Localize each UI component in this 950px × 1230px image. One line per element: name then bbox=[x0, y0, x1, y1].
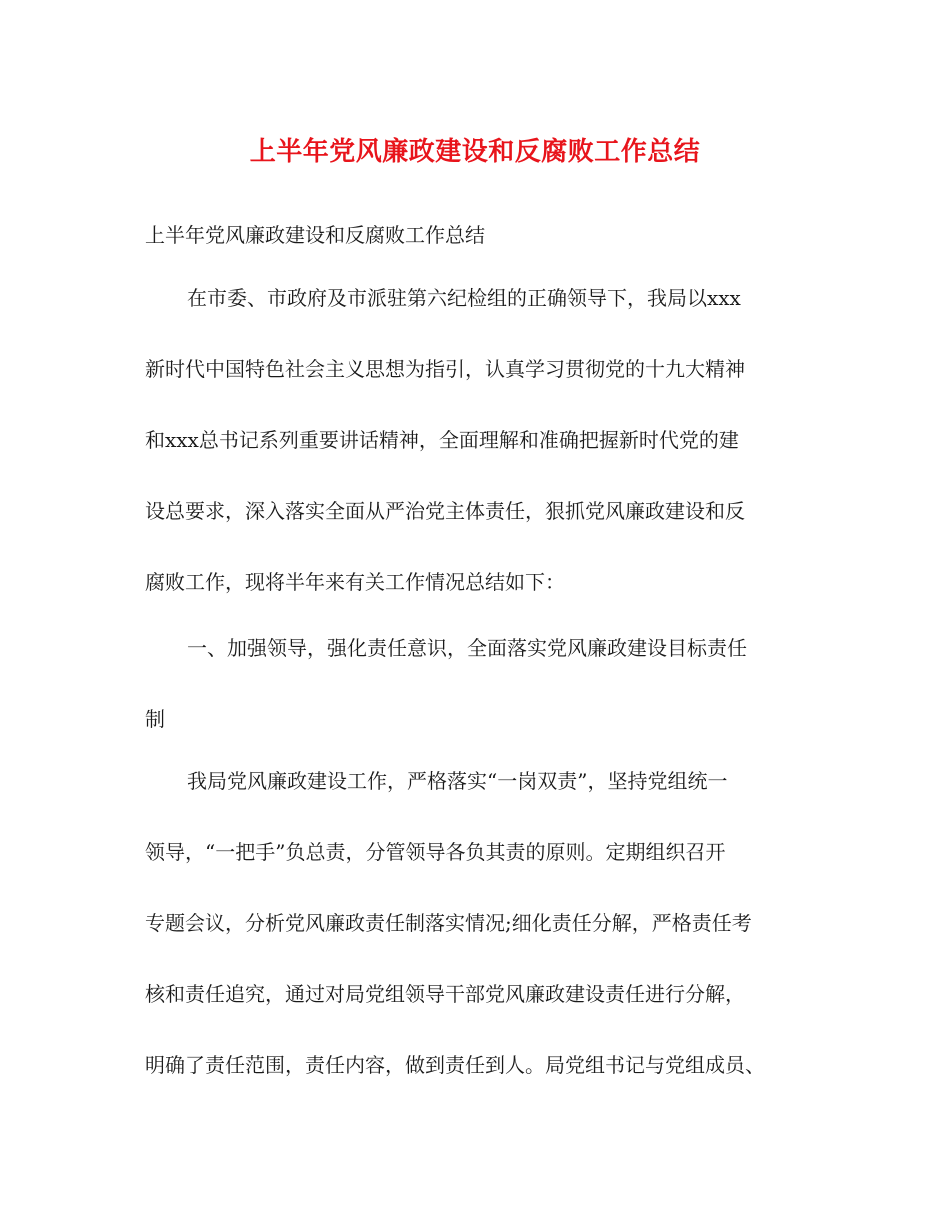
document-subtitle: 上半年党风廉政建设和反腐败工作总结 bbox=[145, 223, 485, 247]
paragraph-line: 明确了责任范围，责任内容，做到责任到人。局党组书记与党组成员、 bbox=[145, 1053, 765, 1077]
document-title: 上半年党风廉政建设和反腐败工作总结 bbox=[249, 137, 701, 167]
paragraph-line: 我局党风廉政建设工作，严格落实“一岗双责”，坚持党组统一 bbox=[187, 769, 728, 793]
paragraph-line: 新时代中国特色社会主义思想为指引，认真学习贯彻党的十九大精神 bbox=[145, 357, 745, 381]
paragraph-line: 设总要求，深入落实全面从严治党主体责任，狠抓党风廉政建设和反 bbox=[145, 499, 745, 523]
section-heading-line: 一、加强领导，强化责任意识，全面落实党风廉政建设目标责任 bbox=[187, 636, 747, 660]
paragraph-line: 在市委、市政府及市派驻第六纪检组的正确领导下，我局以xxx bbox=[187, 286, 741, 310]
paragraph-line: 领导，“一把手”负总责，分管领导各负其责的原则。定期组织召开 bbox=[145, 840, 726, 864]
paragraph-line: 腐败工作，现将半年来有关工作情况总结如下： bbox=[145, 570, 565, 594]
paragraph-line: 专题会议，分析党风廉政责任制落实情况;细化责任分解，严格责任考 bbox=[145, 911, 752, 935]
paragraph-line: 核和责任追究，通过对局党组领导干部党风廉政建设责任进行分解， bbox=[145, 982, 745, 1006]
section-heading-line: 制 bbox=[145, 707, 165, 731]
paragraph-line: 和xxx总书记系列重要讲话精神，全面理解和准确把握新时代党的建 bbox=[145, 428, 739, 452]
